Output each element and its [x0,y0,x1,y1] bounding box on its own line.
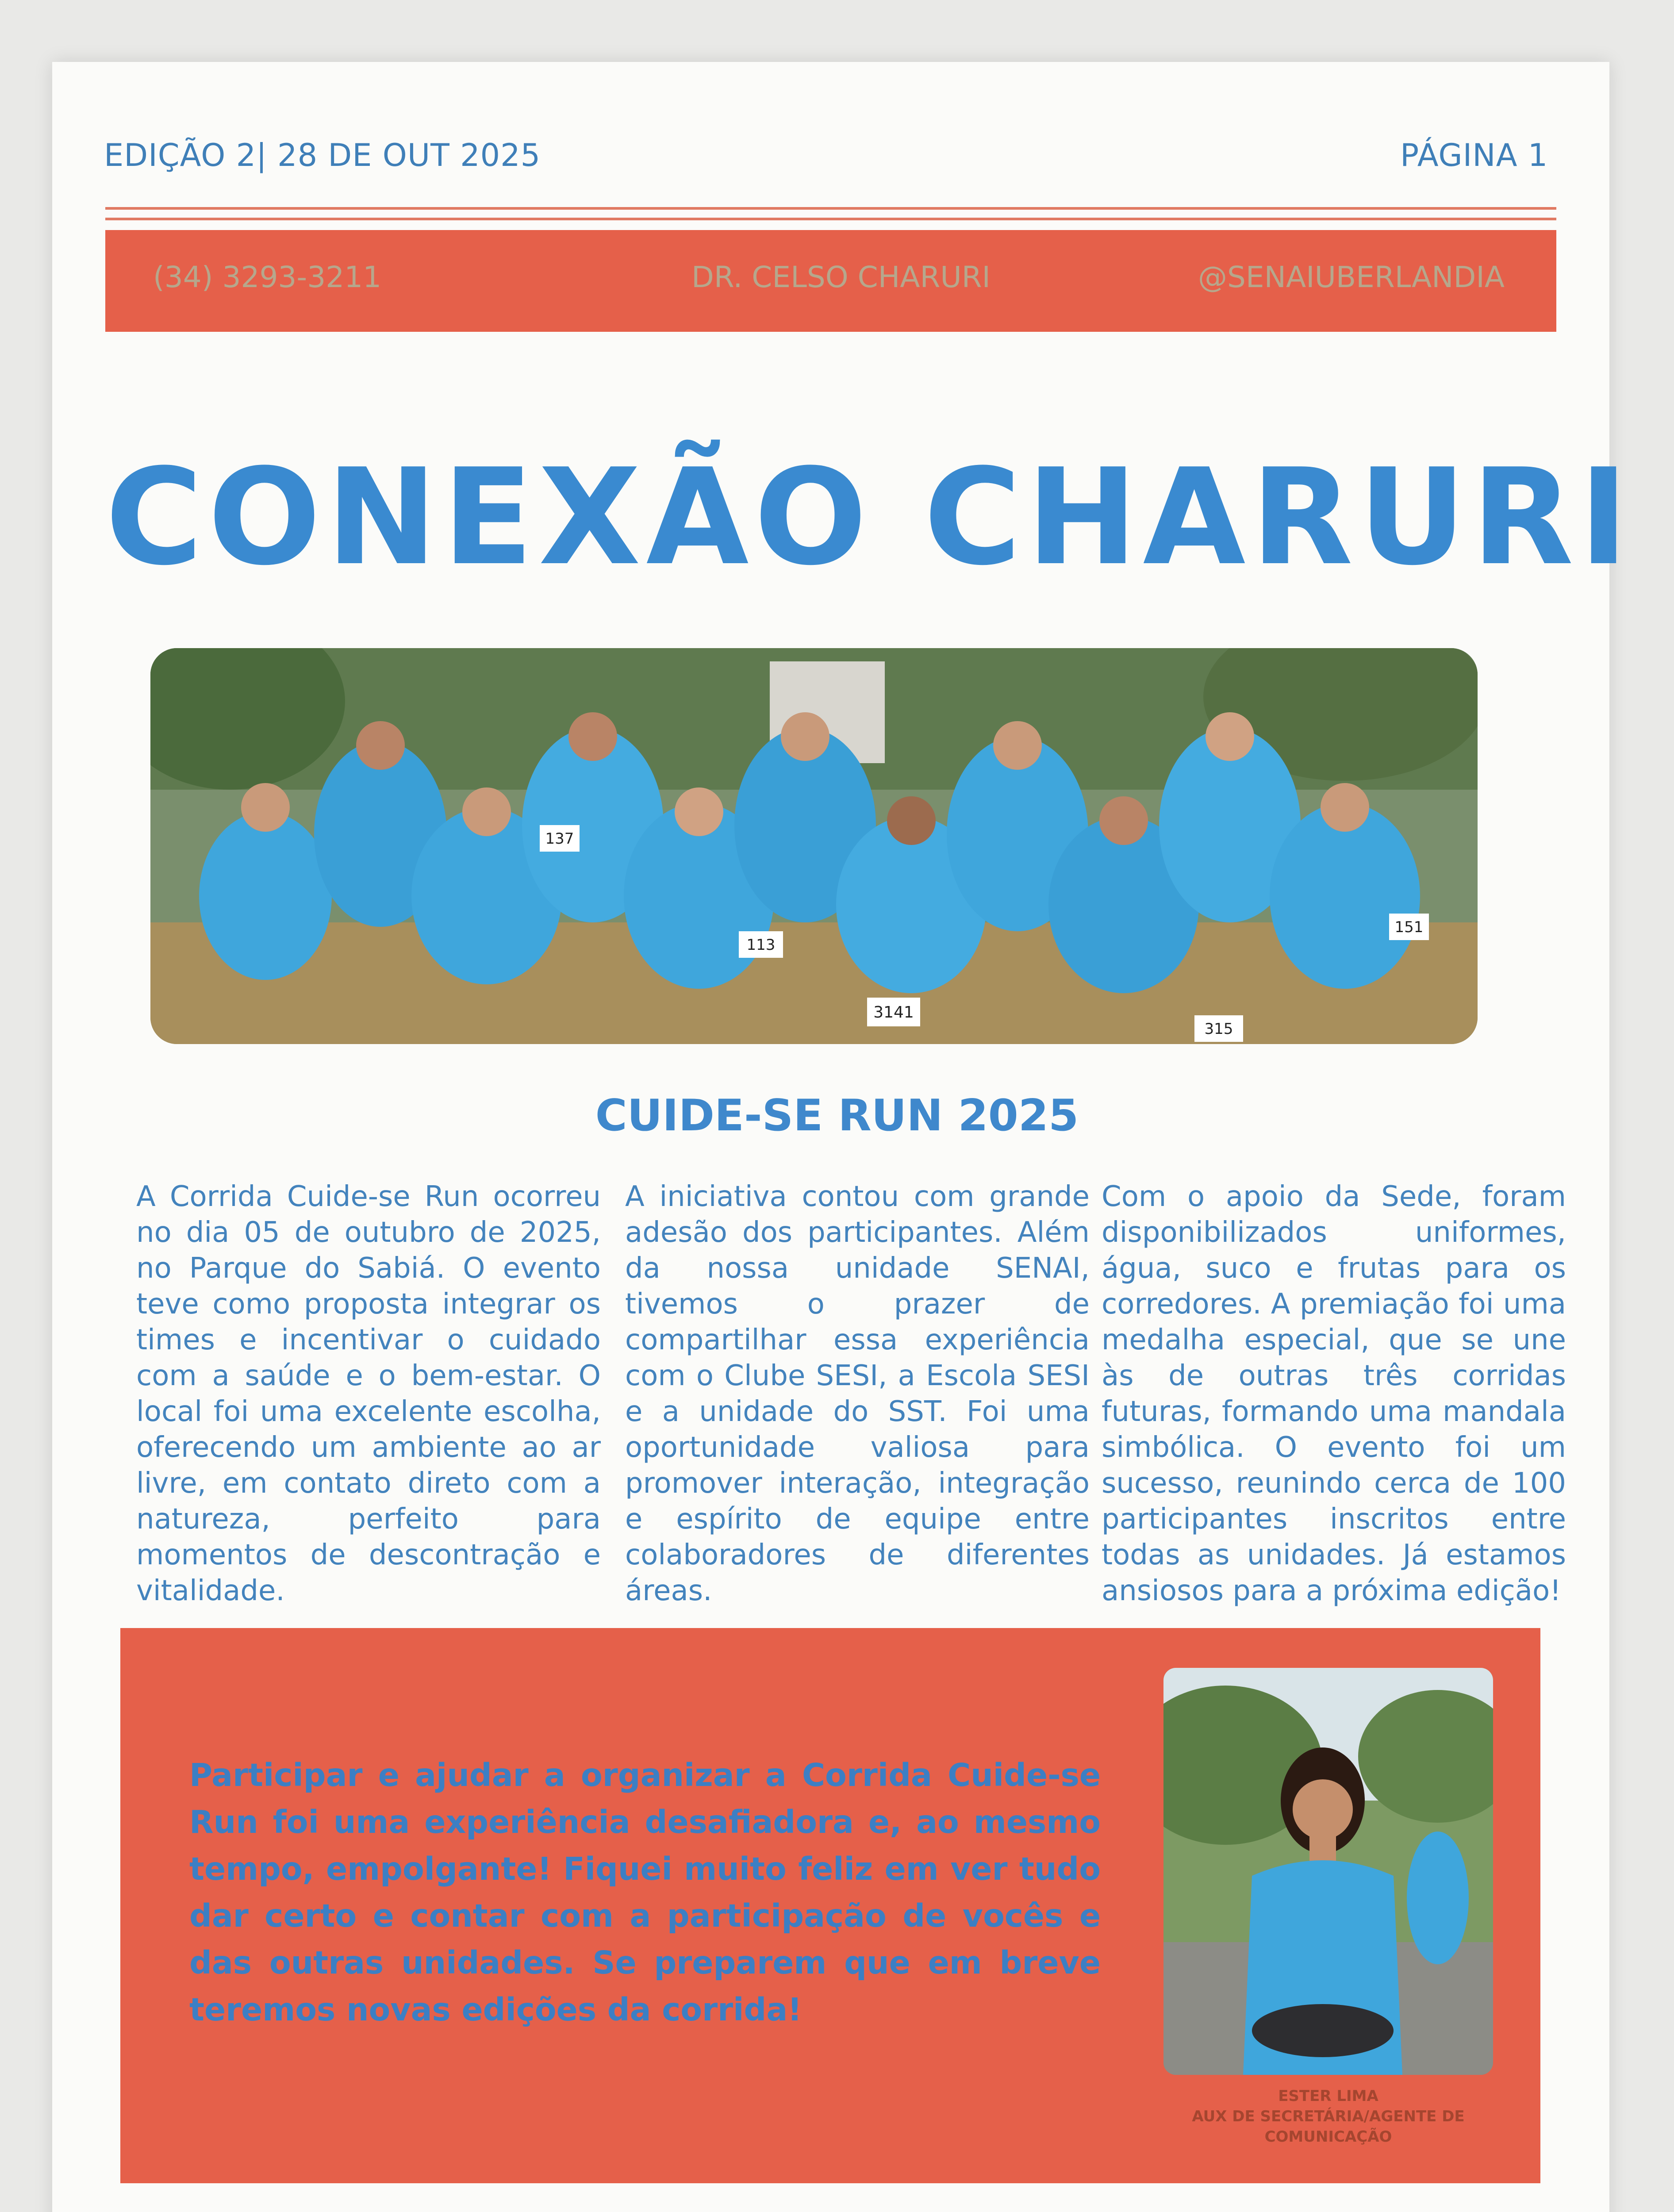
testimonial-role-continued: COMUNICAÇÃO [1264,2128,1392,2146]
bib-3: 3141 [873,1003,914,1022]
bib-2: 113 [746,936,776,954]
contact-banner [105,230,1556,332]
article-column-3: Com o apoio da Sede, foram disponibilizados uniformes, água, suco e frutas para os corredores. A premiação foi uma medalha especial, que se une às de outras três corridas futuras, formando uma mandala simbólica. O evento foi um sucesso, reunindo cerca de 100 participantes inscritos entre todas as unidades. Já estamos ansiosos para a próxima edição! [1102,1180,1566,1607]
masthead-title: CONEXÃO CHARURI [105,440,1634,595]
testimonial-role: AUX DE SECRETÁRIA/AGENTE DE [1192,2108,1465,2125]
article-column-2: A iniciativa contou com grande adesão dos participantes. Além da nossa unidade SENAI, tivemos o prazer de compartilhar essa experiência com o Clube SESI, a Escola SESI e a unidade do SST. Foi uma oportunidade valiosa para promover interação, integração e espírito de equipe entre colaboradores de diferentes áreas. [625,1180,1090,1607]
portrait-illustration [1163,1668,1493,2075]
social-handle: @SENAIUBERLANDIA [1198,260,1505,294]
portrait-photo [1163,1668,1493,2075]
testimonial-author: ESTER LIMA [1278,2087,1378,2105]
edition-date: EDIÇÃO 2| 28 DE OUT 2025 [104,137,541,173]
group-photo [150,648,1478,1044]
unit-name: DR. CELSO CHARURI [691,260,991,294]
testimonial-quote: Participar e ajudar a organizar a Corrida Cuide-se Run foi uma experiência desafiadora e, ao mesmo tempo, empolgante! Fiquei muito feliz em ver tudo dar certo e contar com a participação de vocês e das outras unidades. Se preparem que em breve teremos novas edições da corrida! [189,1757,1101,2028]
header-rule-second [105,218,1556,220]
article-column-1: A Corrida Cuide-se Run ocorreu no dia 05 de outubro de 2025, no Parque do Sabiá. O evento teve como proposta integrar os times e incentivar o cuidado com a saúde e o bem-estar. O local foi uma excelente escolha, oferecendo um ambiente ao ar livre, em contato direto com a natureza, perfeito para momentos de descontração e vitalidade. [136,1180,601,1607]
bib-5: 315 [1204,1020,1233,1038]
bib-4: 151 [1394,918,1424,936]
header-rule-top [105,207,1556,210]
article-headline: CUIDE-SE RUN 2025 [595,1091,1079,1141]
bib-1: 137 [545,830,574,848]
group-photo-illustration [150,648,1478,1044]
page-number: PÁGINA 1 [1400,137,1548,173]
phone-number: (34) 3293-3211 [153,260,382,294]
testimonial-credit [1163,2086,1493,2147]
